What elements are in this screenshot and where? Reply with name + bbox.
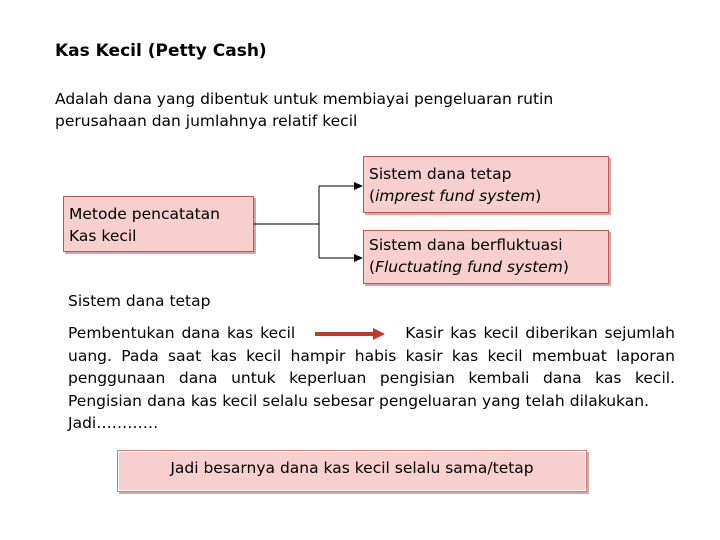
paragraph-lead: Pembentukan dana kas kecil: [68, 324, 296, 342]
fluctuating-fund-line-1: Sistem dana berfluktuasi: [369, 236, 563, 254]
arrowhead-bottom: [354, 254, 363, 262]
paragraph-tail: Jadi…………: [68, 414, 159, 432]
body-paragraph: [68, 322, 675, 435]
arrowhead-top: [354, 182, 363, 190]
method-line-1: Metode pencatatan: [69, 205, 220, 223]
fluctuating-fund-line-2: (Fluctuating fund system): [369, 258, 569, 276]
page-title: Kas Kecil (Petty Cash): [55, 41, 267, 61]
paragraph-body: Kasir kas kecil diberikan sejumlah uang. Pada saat kas kecil hampir habis kasir kas kecil membuat laporan penggunaan dana untuk keperluan pengisian kembali dana kas kecil. Pengisian dana kas kecil selalu sebesar pengeluaran yang telah dilakukan.: [68, 324, 675, 410]
fixed-fund-line-2: (imprest fund system): [369, 187, 542, 205]
fixed-fund-term: imprest fund system: [375, 187, 536, 205]
section-title: Sistem dana tetap: [68, 292, 211, 310]
fixed-fund-box: [363, 156, 609, 213]
intro-line-2: perusahaan dan jumlahnya relatif kecil: [55, 112, 358, 130]
conclusion-box: Jadi besarnya dana kas kecil selalu sama/tetap: [117, 450, 587, 492]
fluctuating-fund-box: [363, 230, 609, 284]
method-line-2: Kas kecil: [69, 227, 137, 245]
fixed-fund-line-1: Sistem dana tetap: [369, 165, 512, 183]
intro-line-1: Adalah dana yang dibentuk untuk membiayai pengeluaran rutin: [55, 90, 554, 108]
fluctuating-fund-term: Fluctuating fund system: [375, 258, 563, 276]
red-arrow-icon: [315, 328, 385, 340]
